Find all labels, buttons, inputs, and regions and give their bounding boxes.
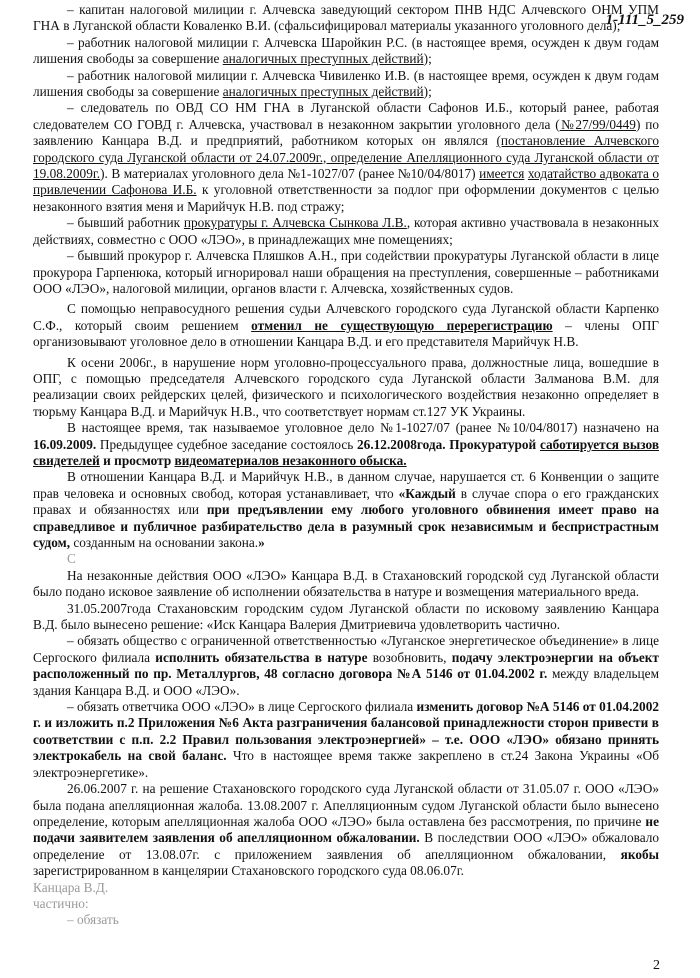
paragraph-obligation: – обязать общество с ограниченной ответственностью «Луганское энергетическое объединение» в лице Сергоского филиала исполнить обязательства в натуре возобновить, подачу электроэнергии на объект расположенный по пр. Металлургов, 48 согласно договора №А 5146 от 01.04.2002 г. между владельцем здания Канцара В.Д. и ООО «ЛЭО».: [33, 633, 659, 698]
faint-bleed-line-2: частично:: [33, 895, 89, 911]
paragraph-lawsuit: На незаконные действия ООО «ЛЭО» Канцара В.Д. в Стахановский городской суд Луганской области было подано исковое заявление об исполнении обязательства в натуре и возмещения материального вреда.: [33, 567, 659, 600]
paragraph-current-case: В настоящее время, так называемое уголовное дело №1-1027/07 (ранее №10/04/8017) назначено на 16.09.2009. Предыдущее судебное заседание состоялось 26.12.2008года. Прокуратурой саботируется вызов свидетелей и просмотр видеоматериалов незаконного обыска.: [33, 420, 659, 468]
paragraph-decision: 31.05.2007года Стахановским городским судом Луганской области по исковому заявлению Канцара В.Д. было вынесено решение: «Иск Канцара Валерия Дмитриевича удовлетворить частично.: [33, 600, 659, 633]
paragraph-synkova: – бывший работник прокуратуры г. Алчевска Сынкова Л.В., которая активно участвовала в незаконных действиях, совместно с ООО «ЛЭО», в принадлежащих мне помещениях;: [33, 215, 659, 247]
paragraph-chivilenko: – работник налоговой милиции г. Алчевска Чивиленко И.В. (в настоящее время, осужден к двум годам лишения свободы за совершение аналогичных преступных действий);: [33, 67, 659, 100]
paragraph-karpenko: С помощью неправосудного решения судьи Алчевского городского суда Луганской области Карпенко С.Ф., который своим решением отменил не существующую перерегистрацию – члены ОПГ организовывают уголовное дело в отношении Канцара В.Д. и его представителя Марийчук Н.В.: [33, 301, 659, 350]
faint-bleed-line-3: – обязать: [67, 912, 119, 928]
paragraph-sharoykin: – работник налоговой милиции г. Алчевска Шаройкин Р.С. (в настоящее время, осужден к двум годам лишения свободы за совершение аналогичных преступных действий);: [33, 34, 659, 67]
paragraph-kovalenko: – капитан налоговой милиции г. Алчевска заведующий сектором ПНВ НДС Алчевского ОНМ УПМ ГНА в Луганской области Коваленко В.И. (сфальсифицировал материалы указанного уголовного дела);: [33, 2, 659, 34]
paragraph-safonov: – следователь по ОВД СО НМ ГНА в Луганской области Сафонов И.Б., который ранее, работая следователем СО ГОВД г. Алчевска, участвовал в незаконном закрытии уголовного дела (№27/99/0449) по заявлению Канцара В.Д. и предприятий, работником которых он являлся (постановление Алчевского городского суда Луганской области от 24.07.2009г., определение Апелляционного суда Луганской области от 19.08.2009г.). В материалах уголовного дела №1-1027/07 (ранее №10/04/8017) имеется ходатайство адвоката о привлечении Сафонова И.Б. к уголовной ответственности за подлог при оформлении документов с целью незаконного взятия меня и Марийчук Н.В. под стражу;: [33, 100, 660, 214]
paragraph-convention: В отношении Канцара В.Д. и Марийчук Н.В., в данном случае, нарушается ст. 6 Конвенции о защите прав человека и основных свобод, которая устанавливает, что «Каждый в случае спора о его гражданских правах и обязанностях или при предъявлении ему любого уголовного обвинения имеет право на справедливое и публичное разбирательство дела в разумный срок независимым и беспристрастным судом, созданным на основании закона.»: [33, 469, 659, 550]
faint-bleed-text: С: [67, 551, 76, 567]
paragraph-autumn-2006: К осени 2006г., в нарушение норм уголовно-процессуального права, должностные лица, вошедшие в ОПГ, с помощью председателя Алчевского городского суда Луганской области Залманова В.М. для реализации своих рейдерских целей, физического и психологического воздействия незаконно определяет в тюрьму Канцара В.Д. и Марийчук Н.В., что соответствует нормам ст.127 УК Украины.: [33, 354, 659, 419]
document-body: [33, 2, 659, 929]
page-number: 2: [653, 958, 660, 973]
paragraph-contract-change: – обязать ответчика ООО «ЛЭО» в лице Сергоского филиала изменить договор №А 5146 от 01.04.2002 г. и изложить п.2 Приложения №6 Акта разграничения балансовой принадлежности сторон привести в соответствии с п.п. 2.2 Правил пользования электроэнергией» – т.е. ООО «ЛЭО» обязано принять электрокабель на свой баланс. Что в настоящее время также закреплено в ст.24 Закона Украины «Об электроэнергетике».: [33, 699, 659, 780]
paragraph-appeal: 26.06.2007 г. на решение Стахановского городского суда Луганской области от 31.05.07 г. ООО «ЛЭО» была подана апелляционная жалоба. 13.08.2007 г. Апелляционным судом Луганской области было вынесено определение, которым апелляционная жалоба ООО «ЛЭО» была оставлена без рассмотрения, по причине не подачи заявителем заявления об апелляционном обжаловании. В последствии ООО «ЛЭО» обжаловало определение от 13.08.07г. с приложением заявления об апелляционном обжаловании, якобы зарегистрированном в канцелярии Стахановского городского суда 08.06.07г.: [33, 781, 659, 879]
document-id: 1-111_5_259: [605, 12, 684, 28]
faint-bleed-line-1: Канцара В.Д.: [33, 879, 109, 895]
paragraph-plyashkov: – бывший прокурор г. Алчевска Пляшков А.Н., при содействии прокуратуры Луганской области в лице прокурора Гарпенюка, который игнорировал наши обращения на преступления, совершенные – работниками ООО «ЛЭО», налоговой милиции, органов власти г. Алчевска, хозяйственных судов.: [33, 248, 659, 296]
